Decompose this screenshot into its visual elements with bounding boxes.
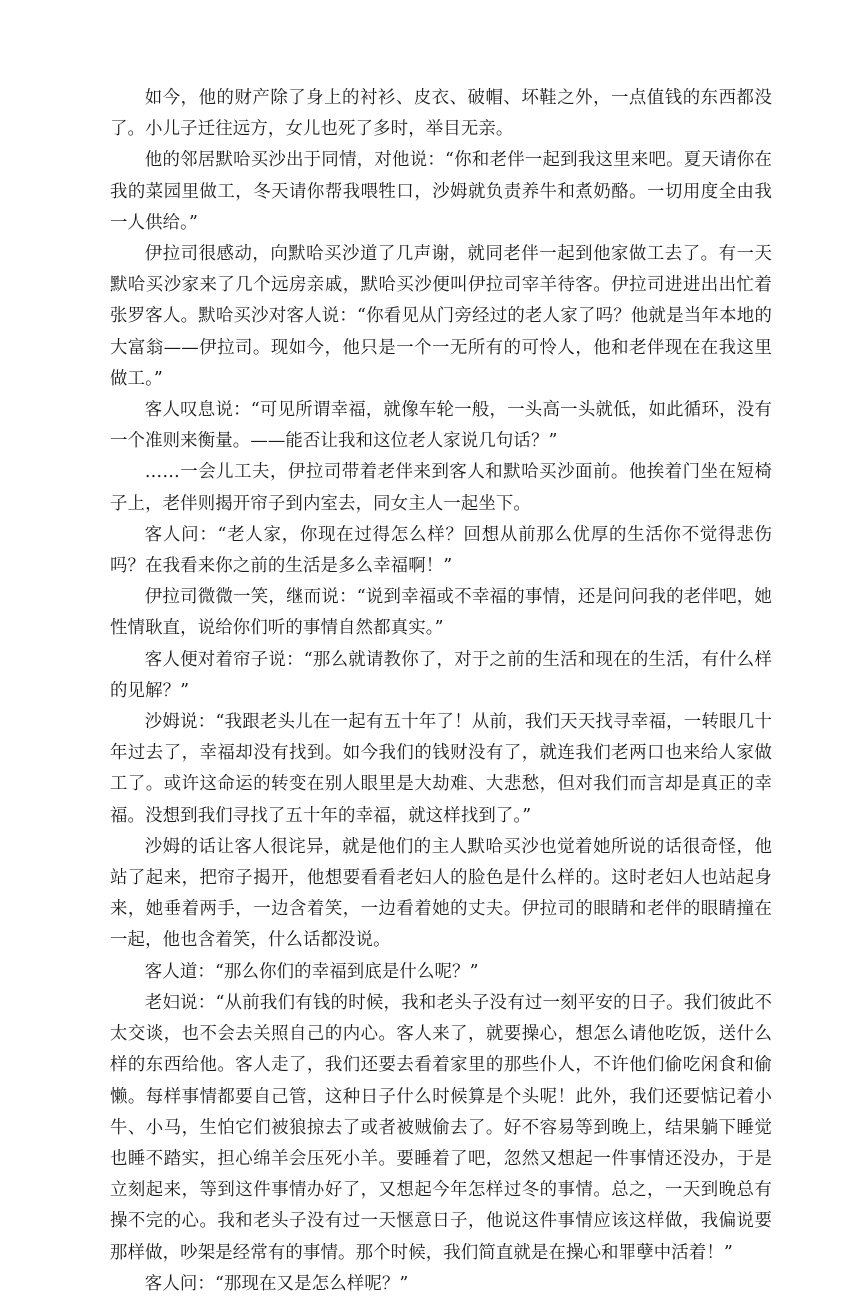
paragraph-1: 如今，他的财产除了身上的衬衫、皮衣、破帽、坏鞋之外，一点值钱的东西都没了。小儿子迁往远方，女儿也死了多时，举目无亲。 [110, 88, 772, 140]
paragraph-2: 他的邻居默哈买沙出于同情，对他说：“你和老伴一起到我这里来吧。夏天请你在我的菜园里做工，冬天请你帮我喂牲口，沙姆就负责养牛和煮奶酪。一切用度全由我一人供给。” [110, 150, 772, 233]
paragraph-8: 客人便对着帘子说：“那么就请教你了，对于之前的生活和现在的生活，有什么样的见解？” [110, 649, 772, 701]
paragraph-11: 客人道：“那么你们的幸福到底是什么呢？” [144, 961, 479, 982]
paragraph-6: 客人问：“老人家，你现在过得怎么样？回想从前那么优厚的生活你不觉得悲伤吗？在我看来你之前的生活是多么幸福啊！” [110, 524, 772, 577]
paragraph-4: 客人叹息说：“可见所谓幸福，就像车轮一般，一头高一头就低，如此循环，没有一个准则来衡量。——能否让我和这位老人家说几句话？” [110, 400, 772, 452]
paragraph-3: 伊拉司很感动，向默哈买沙道了几声谢，就同老伴一起到他家做工去了。有一天默哈买沙家来了几个远房亲戚，默哈买沙便叫伊拉司宰羊待客。伊拉司进进出出忙着张罗客人。默哈买沙对客人说：“你看见从门旁经过的老人家了吗？他就是当年本地的大富翁——伊拉司。现如今，他只是一个一无所有的可怜人，他和老伴现在在我这里做工。” [110, 244, 772, 389]
paragraph-13: 客人问：“那现在又是怎么样呢？” [144, 1273, 409, 1294]
paragraph-9: 沙姆说：“我跟老头儿在一起有五十年了！从前，我们天天找寻幸福，一转眼几十年过去了，幸福却没有找到。如今我们的钱财没有了，就连我们老两口也来给人家做工了。或许这命运的转变在别人眼里是大劫难、大悲愁，但对我们而言却是真正的幸福。没想到我们寻找了五十年的幸福，就这样找到了。” [110, 712, 772, 826]
paragraph-5: ……一会儿工夫，伊拉司带着老伴来到客人和默哈买沙面前。他挨着门坐在短椅子上，老伴则揭开帘子到内室去，同女主人一起坐下。 [110, 462, 772, 514]
paragraph-12: 老妇说：“从前我们有钱的时候，我和老头子没有过一刻平安的日子。我们彼此不太交谈，也不会去关照自己的内心。客人来了，就要操心，想怎么请他吃饭，送什么样的东西给他。客人走了，我们还要去看着家里的那些仆人，不许他们偷吃闲食和偷懒。每样事情都要自己管，这种日子什么时候算是个头呢！此外，我们还要惦记着小牛、小马，生怕它们被狼掠去了或者被贼偷去了。好不容易等到晚上，结果躺下睡觉也睡不踏实，担心绵羊会压死小羊。要睡着了吧，忽然又想起一件事情还没办，于是立刻起来，等到这件事情办好了，又想起今年怎样过冬的事情。总之，一天到晚总有操不完的心。我和老头子没有过一天惬意日子，他说这件事情应该这样做，我偏说要那样做，吵架是经常有的事情。那个时候，我们简直就是在操心和罪孽中活着！” [110, 992, 772, 1263]
text-column [110, 83, 772, 1300]
paragraph-10: 沙姆的话让客人很诧异，就是他们的主人默哈买沙也觉着她所说的话很奇怪，他站了起来，把帘子揭开，他想要看看老妇人的脸色是什么样的。这时老妇人也站起身来，她垂着两手，一边含着笑，一边看着她的丈夫。伊拉司的眼睛和老伴的眼睛撞在一起，他也含着笑，什么话都没说。 [110, 836, 772, 951]
paragraph-7: 伊拉司微微一笑，继而说：“说到幸福或不幸福的事情，还是问问我的老伴吧，她性情耿直，说给你们听的事情自然都真实。” [110, 587, 772, 639]
